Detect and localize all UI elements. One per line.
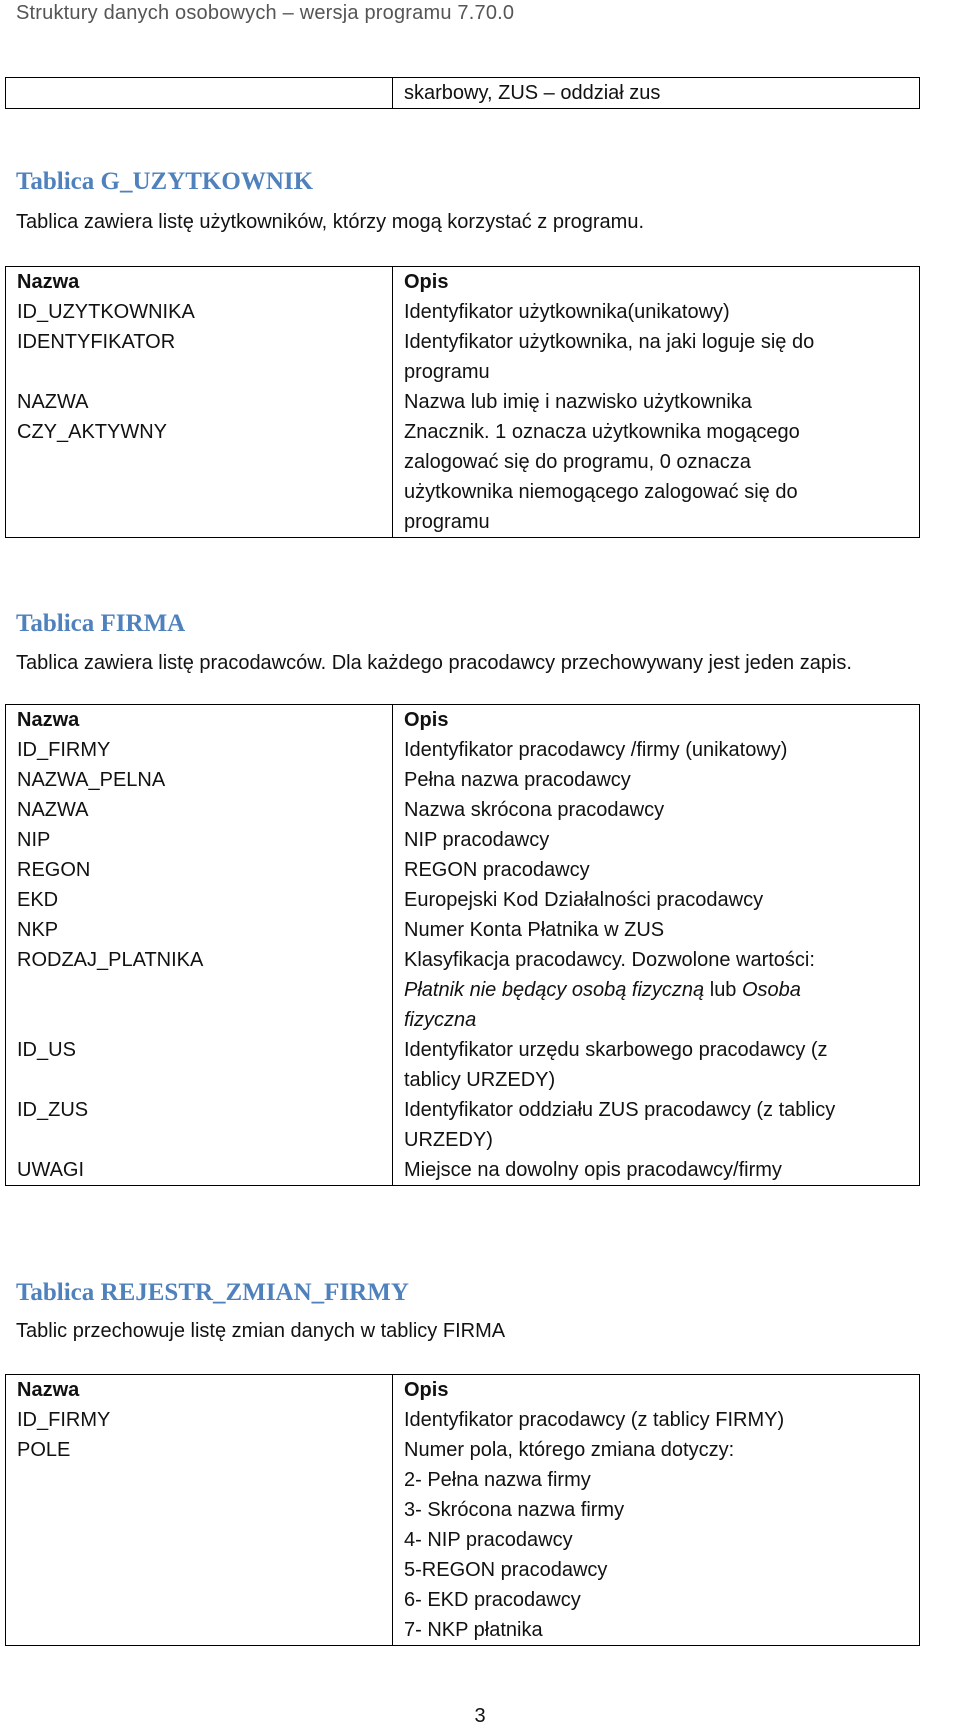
field-desc: Nazwa skrócona pracodawcy <box>393 795 920 825</box>
field-desc: Znacznik. 1 oznacza użytkownika mogącego zalogować się do programu, 0 oznacza użytkownika niemogącego zalogować się do programu <box>393 417 920 538</box>
field-desc: Pełna nazwa pracodawcy <box>393 765 920 795</box>
field-name: ID_FIRMY <box>6 1405 393 1435</box>
field-desc: Europejski Kod Działalności pracodawcy <box>393 885 920 915</box>
field-name: ID_FIRMY <box>6 735 393 765</box>
field-name: REGON <box>6 855 393 885</box>
table-row <box>6 1095 920 1155</box>
field-name: RODZAJ_PLATNIKA <box>6 945 393 1035</box>
field-desc: NIP pracodawcy <box>393 825 920 855</box>
field-desc: Identyfikator pracodawcy /firmy (unikatowy) <box>393 735 920 765</box>
table-firma <box>5 704 920 1186</box>
field-desc: Numer Konta Płatnika w ZUS <box>393 915 920 945</box>
table-row <box>6 417 920 538</box>
continued-table <box>5 77 920 109</box>
field-desc: Identyfikator oddziału ZUS pracodawcy (z tablicy URZEDY) <box>393 1095 920 1155</box>
section-title-g-uzytkownik: Tablica G_UZYTKOWNIK <box>16 168 314 195</box>
column-header-name: Nazwa <box>6 705 393 736</box>
name-cell <box>6 78 393 109</box>
field-name: ID_UZYTKOWNIKA <box>6 297 393 327</box>
table-row <box>6 735 920 765</box>
table-row <box>6 1435 920 1646</box>
column-header-name: Nazwa <box>6 1375 393 1406</box>
table-row <box>6 297 920 327</box>
table-header-row <box>6 267 920 298</box>
table-row <box>6 765 920 795</box>
table-row <box>6 945 920 1035</box>
field-name: CZY_AKTYWNY <box>6 417 393 538</box>
field-desc: REGON pracodawcy <box>393 855 920 885</box>
field-name: ID_US <box>6 1035 393 1095</box>
field-name: NAZWA <box>6 795 393 825</box>
table-row <box>6 855 920 885</box>
table-row <box>6 1405 920 1435</box>
field-name: IDENTYFIKATOR <box>6 327 393 387</box>
field-desc: Identyfikator użytkownika(unikatowy) <box>393 297 920 327</box>
field-name: ID_ZUS <box>6 1095 393 1155</box>
field-name: POLE <box>6 1435 393 1646</box>
section-intro: Tablica zawiera listę użytkowników, którzy mogą korzystać z programu. <box>16 211 645 233</box>
column-header-desc: Opis <box>393 267 920 298</box>
table-row <box>6 327 920 387</box>
section-title-rejestr-zmian-firmy: Tablica REJESTR_ZMIAN_FIRMY <box>16 1279 409 1306</box>
table-row <box>6 78 920 109</box>
field-desc: Identyfikator urzędu skarbowego pracodawcy (z tablicy URZEDY) <box>393 1035 920 1095</box>
table-header-row <box>6 1375 920 1406</box>
field-name: UWAGI <box>6 1155 393 1186</box>
field-desc: Identyfikator użytkownika, na jaki loguje się do programu <box>393 327 920 387</box>
desc-cell: skarbowy, ZUS – oddział zus <box>393 78 920 109</box>
section-title-firma: Tablica FIRMA <box>16 610 186 637</box>
table-row <box>6 1155 920 1186</box>
field-name: NAZWA <box>6 387 393 417</box>
table-g-uzytkownik <box>5 266 920 538</box>
column-header-desc: Opis <box>393 1375 920 1406</box>
table-row <box>6 825 920 855</box>
column-header-desc: Opis <box>393 705 920 736</box>
table-row <box>6 387 920 417</box>
field-desc: Numer pola, którego zmiana dotyczy: 2- Pełna nazwa firmy 3- Skrócona nazwa firmy 4- NIP pracodawcy 5-REGON pracodawcy 6- EKD pracodawcy 7- NKP płatnika <box>393 1435 920 1646</box>
table-row <box>6 915 920 945</box>
field-name: NAZWA_PELNA <box>6 765 393 795</box>
table-row <box>6 795 920 825</box>
column-header-name: Nazwa <box>6 267 393 298</box>
field-desc: Nazwa lub imię i nazwisko użytkownika <box>393 387 920 417</box>
table-header-row <box>6 705 920 736</box>
field-desc: Identyfikator pracodawcy (z tablicy FIRMY) <box>393 1405 920 1435</box>
table-row <box>6 1035 920 1095</box>
table-rejestr-zmian-firmy <box>5 1374 920 1646</box>
field-name: NKP <box>6 915 393 945</box>
page-number: 3 <box>474 1705 486 1727</box>
section-intro: Tablic przechowuje listę zmian danych w tablicy FIRMA <box>16 1320 506 1342</box>
field-name: EKD <box>6 885 393 915</box>
field-desc: Klasyfikacja pracodawcy. Dozwolone wartości: Płatnik nie będący osobą fizyczną lub Osoba fizyczna <box>393 945 920 1035</box>
field-desc: Miejsce na dowolny opis pracodawcy/firmy <box>393 1155 920 1186</box>
section-intro: Tablica zawiera listę pracodawców. Dla każdego pracodawcy przechowywany jest jeden zapis. <box>16 652 852 674</box>
running-header: Struktury danych osobowych – wersja programu 7.70.0 <box>16 2 515 24</box>
field-name: NIP <box>6 825 393 855</box>
table-row <box>6 885 920 915</box>
